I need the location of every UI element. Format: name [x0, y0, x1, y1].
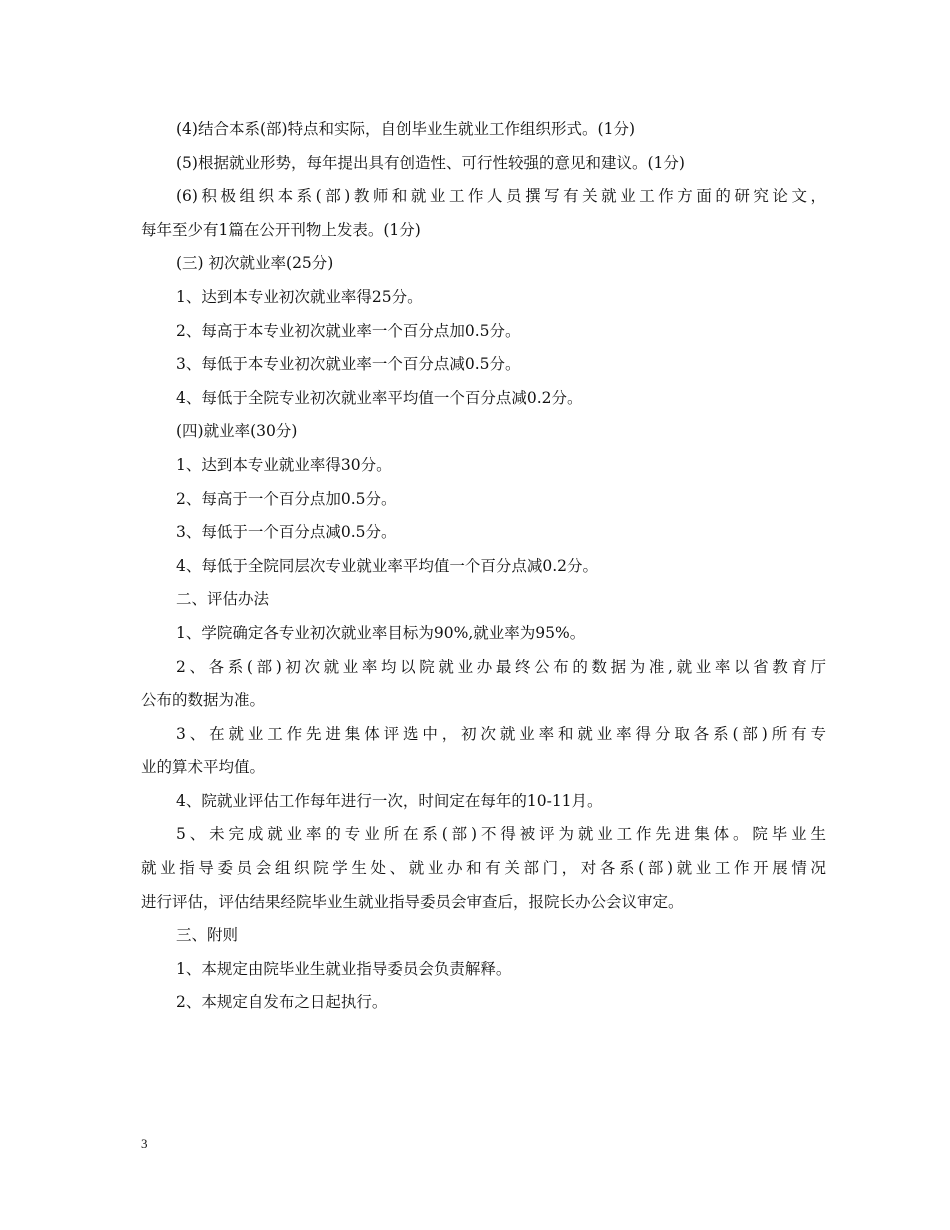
list-item: 2、每高于一个百分点加0.5分。 — [176, 489, 397, 508]
list-item: 4、每低于全院同层次专业就业率平均值一个百分点减0.2分。 — [176, 556, 599, 575]
list-item: 3、每低于本专业初次就业率一个百分点减0.5分。 — [176, 355, 521, 374]
section-heading: 二、评估办法 — [176, 590, 270, 609]
paragraph-line: 进行评估，评估结果经院毕业生就业指导委员会审查后，报院长办公会议审定。 — [141, 892, 684, 911]
list-item: 2、每高于本专业初次就业率一个百分点加0.5分。 — [176, 321, 521, 340]
page-number: 3 — [141, 1136, 148, 1151]
paragraph-line: 业的算术平均值。 — [141, 758, 266, 777]
document-body — [141, 113, 826, 1020]
section-heading: 三、附则 — [176, 926, 239, 945]
list-item: 2、各系(部)初次就业率均以院就业办最终公布的数据为准,就业率以省教育厅 — [176, 657, 826, 676]
paragraph-line: 公布的数据为准。 — [141, 691, 266, 710]
list-item: 2、本规定自发布之日起执行。 — [176, 993, 388, 1012]
paragraph-line: 就业指导委员会组织院学生处、就业办和有关部门，对各系(部)就业工作开展情况 — [141, 859, 826, 878]
paragraph-line: (4)结合本系(部)特点和实际，自创毕业生就业工作组织形式。(1分) — [176, 120, 636, 138]
section-heading: (三) 初次就业率(25分) — [176, 254, 334, 273]
list-item: 3、每低于一个百分点减0.5分。 — [176, 523, 397, 542]
list-item: 4、院就业评估工作每年进行一次，时间定在每年的10-11月。 — [176, 791, 603, 810]
list-item: 4、每低于全院专业初次就业率平均值一个百分点减0.2分。 — [176, 388, 583, 407]
list-item: 1、本规定由院毕业生就业指导委员会负责解释。 — [176, 959, 512, 978]
list-item: 1、学院确定各专业初次就业率目标为90%,就业率为95%。 — [176, 623, 586, 642]
list-item: 1、达到本专业初次就业率得25分。 — [176, 287, 423, 306]
paragraph-line: 每年至少有1篇在公开刊物上发表。(1分) — [141, 220, 421, 239]
list-item: 1、达到本专业就业率得30分。 — [176, 455, 392, 474]
paragraph-line: (6)积极组织本系(部)教师和就业工作人员撰写有关就业工作方面的研究论文， — [176, 187, 826, 206]
list-item: 3、在就业工作先进集体评选中，初次就业率和就业率得分取各系(部)所有专 — [176, 724, 826, 743]
paragraph-line: (5)根据就业形势，每年提出具有创造性、可行性较强的意见和建议。(1分) — [176, 153, 685, 172]
section-heading: (四)就业率(30分) — [176, 422, 298, 441]
list-item: 5、未完成就业率的专业所在系(部)不得被评为就业工作先进集体。院毕业生 — [176, 825, 826, 844]
